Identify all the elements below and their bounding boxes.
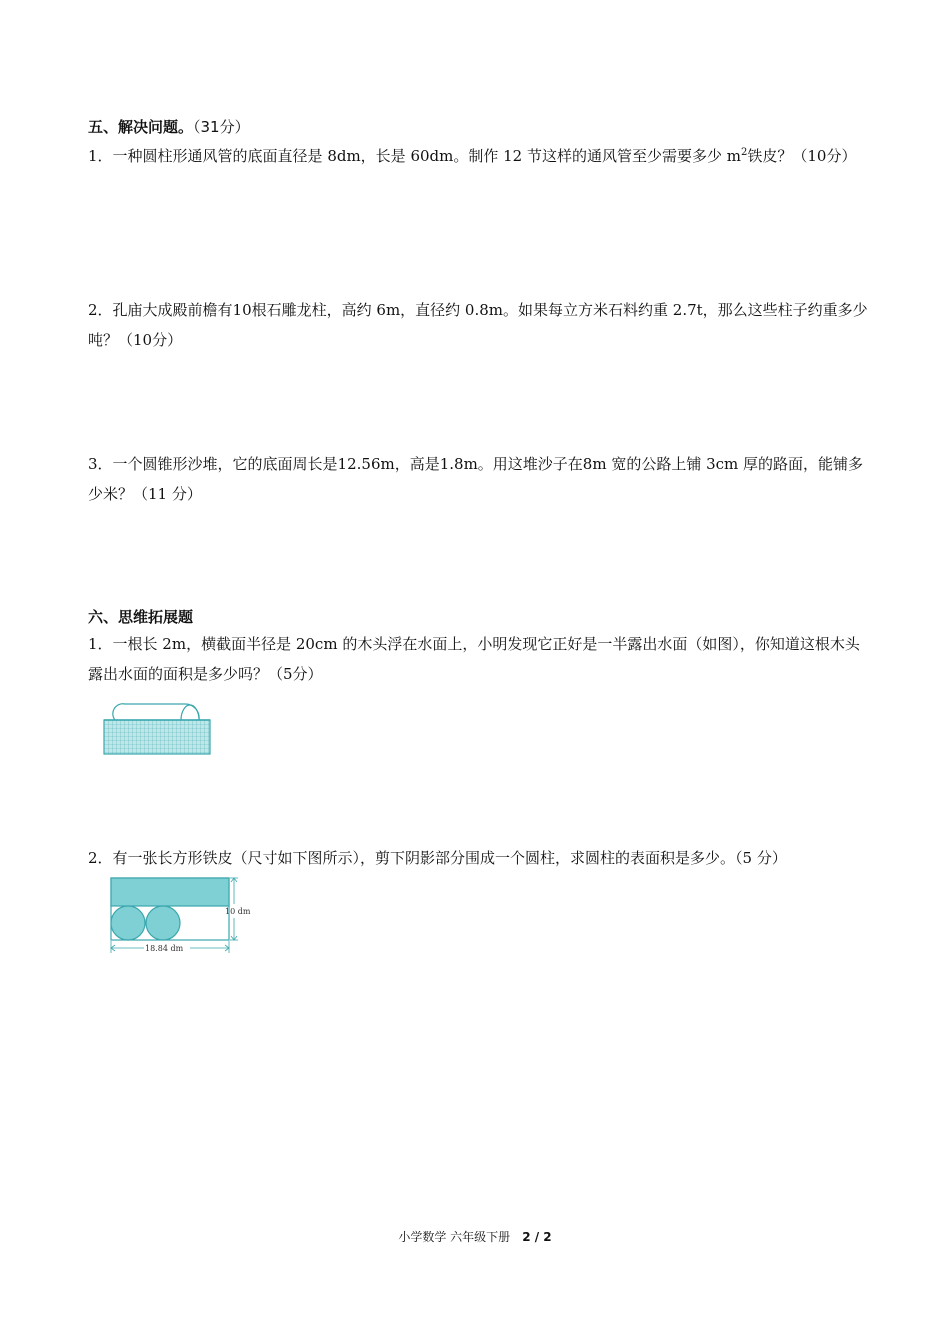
- question-5-1-text: 1．一种圆柱形通风管的底面直径是 8dm，长是 60dm。制作 12 节这样的通风管至少需要多少 m: [88, 147, 741, 165]
- question-5-2: 2．孔庙大成殿前檐有10根石雕龙柱，高约 6m，直径约 0.8m。如果每立方米石料约重 2.7t，那么这些柱子约重多少吨？（10分）: [88, 301, 868, 349]
- width-label: 18.84 dm: [145, 944, 184, 953]
- iron-sheet-figure: [108, 874, 258, 960]
- section-5-points: （31分）: [193, 118, 250, 136]
- footer-subject: 小学数学 六年级下册: [398, 1230, 511, 1244]
- footer-page-number: 2 / 2: [522, 1230, 552, 1244]
- height-label: 10 dm: [225, 907, 251, 916]
- floating-log-figure: [100, 696, 214, 758]
- page-footer: [0, 1228, 950, 1245]
- question-5-1-tail: 铁皮？（10分）: [747, 147, 857, 165]
- section-5-heading: 五、解决问题。: [88, 118, 194, 136]
- question-5-3: 3．一个圆锥形沙堆，它的底面周长是12.56m，高是1.8m。用这堆沙子在8m 宽的公路上铺 3cm 厚的路面，能铺多少米？（11 分）: [88, 455, 864, 503]
- question-6-1: 1．一根长 2m，横截面半径是 20cm 的木头浮在水面上，小明发现它正好是一半露出水面（如图），你知道这根木头露出水面的面积是多少吗？（5分）: [88, 635, 860, 683]
- section-6-title: 六、思维拓展题: [88, 608, 194, 626]
- section-5-title: [88, 116, 250, 137]
- question-5-1: [88, 141, 868, 171]
- question-6-2: 2．有一张长方形铁皮（尺寸如下图所示），剪下阴影部分围成一个圆柱，求圆柱的表面积是多少。（5 分）: [88, 849, 787, 867]
- question-5-1-superscript: 2: [740, 147, 748, 158]
